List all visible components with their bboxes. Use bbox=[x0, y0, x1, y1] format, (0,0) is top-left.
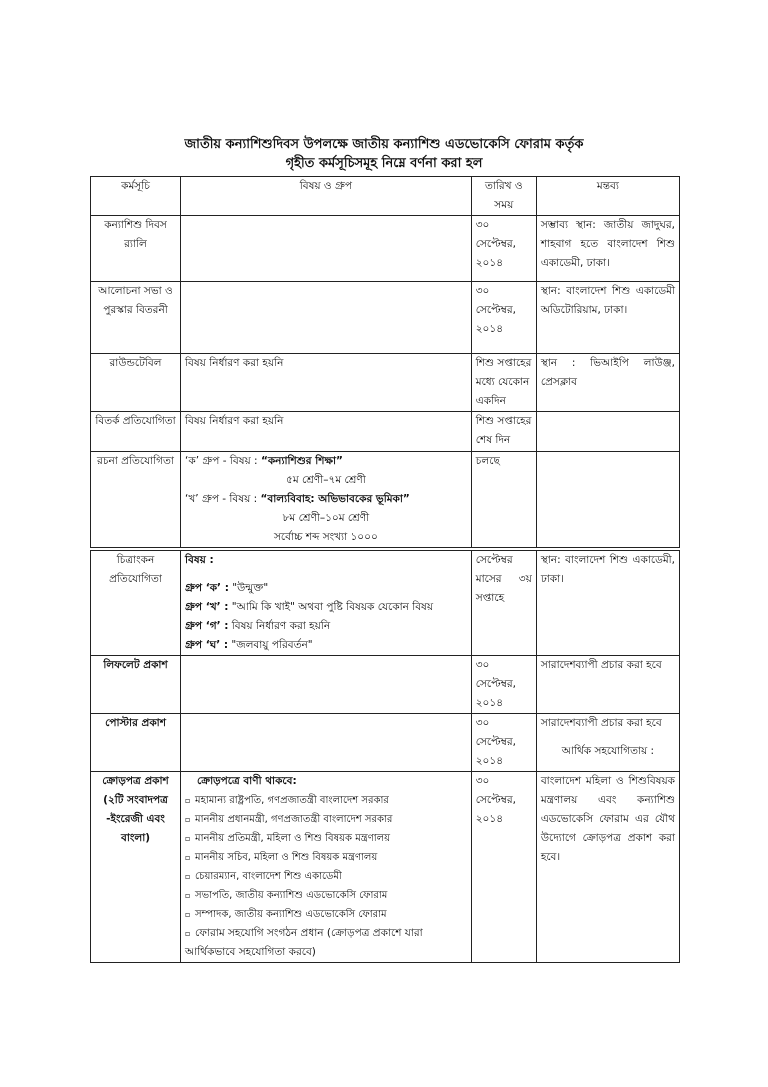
table-header-row bbox=[91, 177, 680, 216]
bullet-icon: ▫ bbox=[185, 929, 191, 938]
subject-cell: বিষয় নির্ধারণ করা হয়নি bbox=[181, 354, 472, 412]
date-cell: শিশু সপ্তাহের মধ্যে যেকোন একদিন bbox=[471, 354, 536, 412]
supplement-item-text: সম্পাদক, জাতীয় কন্যাশিশু এডভোকেসি ফোরাম bbox=[195, 909, 387, 920]
drawing-subject-cell bbox=[181, 551, 472, 656]
program-cell: রাউন্ডটেবিল bbox=[91, 354, 181, 412]
subject-cell bbox=[181, 656, 472, 714]
header-comment: মন্তব্য bbox=[536, 177, 679, 216]
group-text: বিষয় নির্ধারণ করা হয়নি bbox=[231, 620, 331, 632]
comment-cell: স্থান: বাংলাদেশ শিশু একাডেমী অডিটোরিয়াম, ঢাকা। bbox=[536, 282, 679, 354]
financial-support-label: আর্থিক সহযোগিতায় : bbox=[561, 745, 655, 757]
subject-label: বিষয় : bbox=[185, 554, 214, 566]
max-words: সর্বোচ্চ শব্দ সংখ্যা ১০০০ bbox=[273, 531, 378, 543]
drawing-group-2 bbox=[185, 598, 467, 617]
drawing-group-3 bbox=[185, 617, 467, 636]
program-cell: আলোচনা সভা ও পুরস্কার বিতরনী bbox=[91, 282, 181, 354]
date-cell: শিশু সপ্তাহের শেষ দিন bbox=[471, 412, 536, 452]
supplement-list-item bbox=[185, 905, 467, 924]
essay-subject-cell bbox=[181, 452, 472, 548]
header-program: কর্মসূচি bbox=[91, 177, 181, 216]
supplement-item-text: মাননীয় প্রধানমন্ত্রী, গণপ্রজাতন্ত্রী বাংলাদেশ সরকার bbox=[195, 814, 393, 825]
date-cell: চলছে bbox=[471, 452, 536, 548]
group-kha-line bbox=[185, 490, 467, 509]
program-table-part-2 bbox=[90, 550, 680, 963]
comment-cell: সারাদেশব্যাপী প্রচার করা হবে bbox=[536, 656, 679, 714]
group-label: গ্রুপ ‘গ’ : bbox=[185, 620, 229, 632]
date-cell: ৩০ সেপ্টেম্বর, ২০১৪ bbox=[471, 282, 536, 354]
comment-cell bbox=[536, 714, 679, 772]
group-text: "জলবায়ু পরিবর্তন" bbox=[231, 639, 313, 651]
comment-text: সারাদেশব্যাপী প্রচার করা হবে bbox=[540, 717, 662, 729]
table-row bbox=[91, 714, 680, 772]
table-row bbox=[91, 354, 680, 412]
header-subject: বিষয় ও গ্রুপ bbox=[181, 177, 472, 216]
group-ka-prefix: ‘ক’ গ্রুপ - বিষয় : bbox=[185, 455, 258, 467]
supplement-list-item bbox=[185, 867, 467, 886]
table-row bbox=[91, 282, 680, 354]
bullet-icon: ▫ bbox=[185, 853, 191, 862]
comment-cell bbox=[536, 412, 679, 452]
group-label: গ্রুপ ‘ক’ : bbox=[185, 582, 229, 594]
bullet-icon: ▫ bbox=[185, 834, 191, 843]
program-cell: রচনা প্রতিযোগিতা bbox=[91, 452, 181, 548]
group-label: গ্রুপ ‘খ’ : bbox=[185, 601, 229, 613]
supplement-item-text: মহামান্য রাষ্ট্রপতি, গণপ্রজাতন্ত্রী বাংলাদেশ সরকার bbox=[195, 795, 389, 806]
date-cell: সেপ্টেম্বর মাসের ৩য় সপ্তাহে bbox=[471, 551, 536, 656]
bullet-icon: ▫ bbox=[185, 815, 191, 824]
bullet-icon: ▫ bbox=[185, 891, 191, 900]
drawing-group-1 bbox=[185, 579, 467, 598]
table-row bbox=[91, 452, 680, 548]
header-date: তারিখ ও সময় bbox=[471, 177, 536, 216]
table-row bbox=[91, 216, 680, 282]
supplement-list bbox=[185, 791, 467, 962]
supplement-item-text: চেয়ারম্যান, বাংলাদেশ শিশু একাডেমী bbox=[195, 871, 342, 882]
program-cell: পোস্টার প্রকাশ bbox=[91, 714, 181, 772]
subject-cell bbox=[181, 714, 472, 772]
subject-cell bbox=[181, 216, 472, 282]
bullet-icon: ▫ bbox=[185, 872, 191, 881]
program-cell: চিত্রাংকন প্রতিযোগিতা bbox=[91, 551, 181, 656]
supplement-list-item bbox=[185, 829, 467, 848]
program-cell: লিফলেট প্রকাশ bbox=[91, 656, 181, 714]
supplement-list-item bbox=[185, 791, 467, 810]
group-ka-line bbox=[185, 452, 467, 471]
program-cell: ক্রোড়পত্র প্রকাশ (২টি সংবাদপত্র -ইংরেজী এবং বাংলা) bbox=[91, 772, 181, 963]
comment-cell: স্থান : ভিআইপি লাউঞ্জ, প্রেসক্লাব bbox=[536, 354, 679, 412]
program-table-part-1 bbox=[90, 176, 680, 548]
document-title-line-1: জাতীয় কন্যাশিশুদিবস উপলক্ষে জাতীয় কন্যাশিশু এডভোকেসি ফোরাম কর্তৃক bbox=[184, 137, 584, 152]
supplement-item-text: মাননীয় প্রতিমন্ত্রী, মহিলা ও শিশু বিষয়ক মন্ত্রণালয় bbox=[195, 833, 390, 844]
table-row bbox=[91, 656, 680, 714]
date-cell: ৩০ সেপ্টেম্বর, ২০১৪ bbox=[471, 656, 536, 714]
supplement-item-text: সভাপতি, জাতীয় কন্যাশিশু এডভোকেসি ফোরাম bbox=[195, 890, 388, 901]
comment-cell: সম্ভাব্য স্থান: জাতীয় জাদুঘর, শাহবাগ হতে বাংলাদেশ শিশু একাডেমী, ঢাকা। bbox=[536, 216, 679, 282]
date-cell: ৩০ সেপ্টেম্বর, ২০১৪ bbox=[471, 714, 536, 772]
bullet-icon: ▫ bbox=[185, 910, 191, 919]
comment-cell: স্থান: বাংলাদেশ শিশু একাডেমী, ঢাকা। bbox=[536, 551, 679, 656]
supplement-item-text: ফোরাম সহযোগি সংগঠন প্রধান (ক্রোড়পত্র প্রকাশে যারা আর্থিকভাবে সহযোগিতা করবে) bbox=[185, 927, 423, 958]
drawing-group-4 bbox=[185, 636, 467, 655]
group-text: "আমি কি খাই" অথবা পুষ্টি বিষয়ক যেকোন বিষয় bbox=[231, 601, 434, 613]
supplement-item-text: মাননীয় সচিব, মহিলা ও শিশু বিষয়ক মন্ত্রণালয় bbox=[195, 852, 378, 863]
bullet-icon: ▫ bbox=[185, 796, 191, 805]
table-row bbox=[91, 551, 680, 656]
supplement-list-item bbox=[185, 924, 467, 962]
supplement-list-item bbox=[185, 810, 467, 829]
program-cell: বিতর্ক প্রতিযোগিতা bbox=[91, 412, 181, 452]
supplement-list-item bbox=[185, 886, 467, 905]
group-ka-class: ৫ম শ্রেণী–৭ম শ্রেণী bbox=[286, 474, 366, 486]
subject-cell bbox=[181, 282, 472, 354]
supplement-list-item bbox=[185, 848, 467, 867]
comment-cell: বাংলাদেশ মহিলা ও শিশুবিষয়ক মন্ত্রণালয় এবং কন্যাশিশু এডভোকেসি ফোরাম এর যৌথ উদ্যোগে ক্রোড়পত্র প্রকাশ করা হবে। bbox=[536, 772, 679, 963]
group-kha-topic: “বাল্যবিবাহ: অভিভাবকের ভূমিকা” bbox=[260, 493, 410, 505]
document-title-line-2: গৃহীত কর্মসূচিসমূহ নিম্নে বর্ণনা করা হল bbox=[285, 156, 483, 171]
date-cell: ৩০ সেপ্টেম্বর, ২০১৪ bbox=[471, 772, 536, 963]
group-kha-prefix: ‘খ’ গ্রুপ - বিষয় : bbox=[185, 493, 258, 505]
table-row bbox=[91, 772, 680, 963]
subject-cell: বিষয় নির্ধারণ করা হয়নি bbox=[181, 412, 472, 452]
group-kha-class: ৮ম শ্রেণী–১০ম শ্রেণী bbox=[282, 512, 370, 524]
date-cell: ৩০ সেপ্টেম্বর, ২০১৪ bbox=[471, 216, 536, 282]
group-ka-topic: “কন্যাশিশুর শিক্ষা” bbox=[260, 455, 343, 467]
table-row bbox=[91, 412, 680, 452]
comment-cell bbox=[536, 452, 679, 548]
supplement-heading: ক্রোড়পত্রে বাণী থাকবে: bbox=[197, 775, 297, 787]
group-text: "উন্মুক্ত" bbox=[232, 582, 269, 594]
group-label: গ্রুপ ‘ঘ’ : bbox=[185, 639, 229, 651]
supplement-subject-cell bbox=[181, 772, 472, 963]
program-cell: কন্যাশিশু দিবস র‌্যালি bbox=[91, 216, 181, 282]
